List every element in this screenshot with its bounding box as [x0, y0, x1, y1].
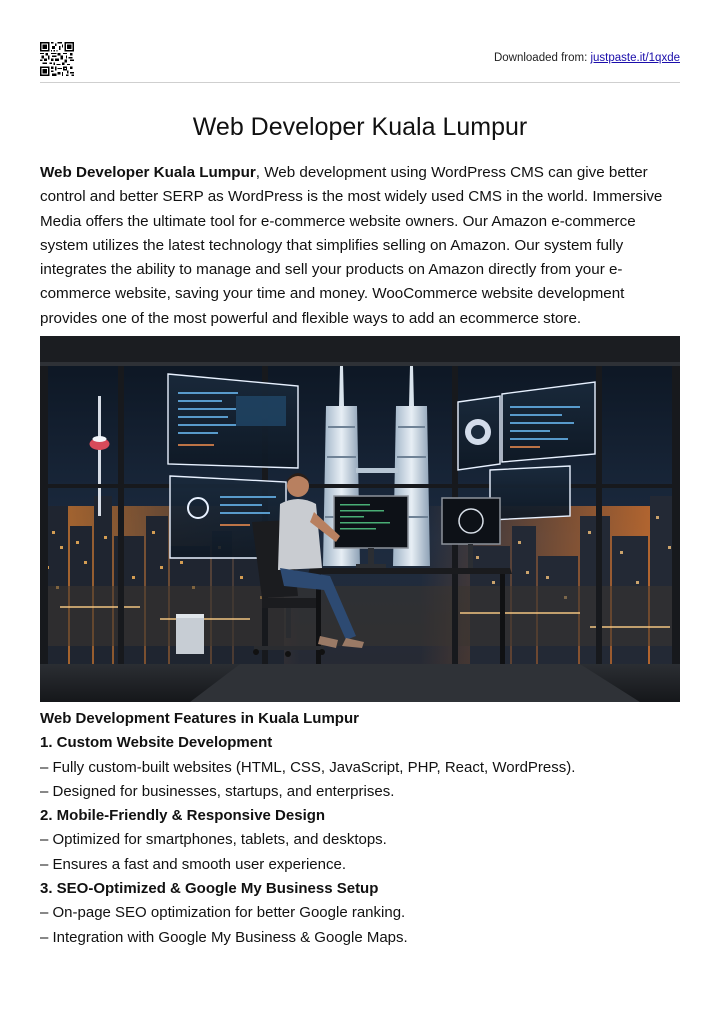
page-title: Web Developer Kuala Lumpur [192, 113, 528, 141]
features-list [40, 707, 680, 950]
source-link[interactable]: justpaste.it/1qxde [590, 52, 680, 64]
qr-code-icon [40, 42, 74, 76]
feature-bullet: – Fully custom-built websites (HTML, CSS, JavaScript, PHP, React, WordPress). [40, 758, 576, 776]
feature-bullet: – Integration with Google My Business & Google Maps. [40, 928, 408, 946]
feature-bullet: – Designed for businesses, startups, and enterprises. [40, 782, 395, 800]
hero-image [40, 336, 680, 702]
feature-bullet: – On-page SEO optimization for better Google ranking. [40, 904, 406, 922]
intro-body: , Web development using WordPress CMS can give better control and better SERP as WordPress is the most widely used CMS in the world. Immersive Media offers the ultimate tool for e-commerce website owners. Our Amazon e-commerce system utilizes the latest technology that simplifies selling on Amazon. Our system fully integrates the ability to manage and sell your products on Amazon directly from your e-commerce website, saving your time and money. WooCommerce website development provides one of the most powerful and flexible ways to add an ecommerce store. [40, 164, 663, 327]
intro-paragraph [40, 161, 680, 331]
feature-heading: 1. Custom Website Development [40, 734, 273, 752]
feature-heading: 2. Mobile-Friendly & Responsive Design [40, 807, 326, 825]
features-heading: Web Development Features in Kuala Lumpur [40, 710, 359, 727]
feature-bullet: – Ensures a fast and smooth user experience. [40, 855, 347, 873]
header-divider [40, 82, 680, 83]
feature-bullet: – Optimized for smartphones, tablets, and desktops. [40, 831, 387, 849]
intro-lead: Web Developer Kuala Lumpur [40, 164, 256, 181]
feature-heading: 3. SEO-Optimized & Google My Business Setup [40, 880, 379, 898]
source-prefix: Downloaded from: [493, 52, 588, 64]
source-line [494, 52, 680, 64]
